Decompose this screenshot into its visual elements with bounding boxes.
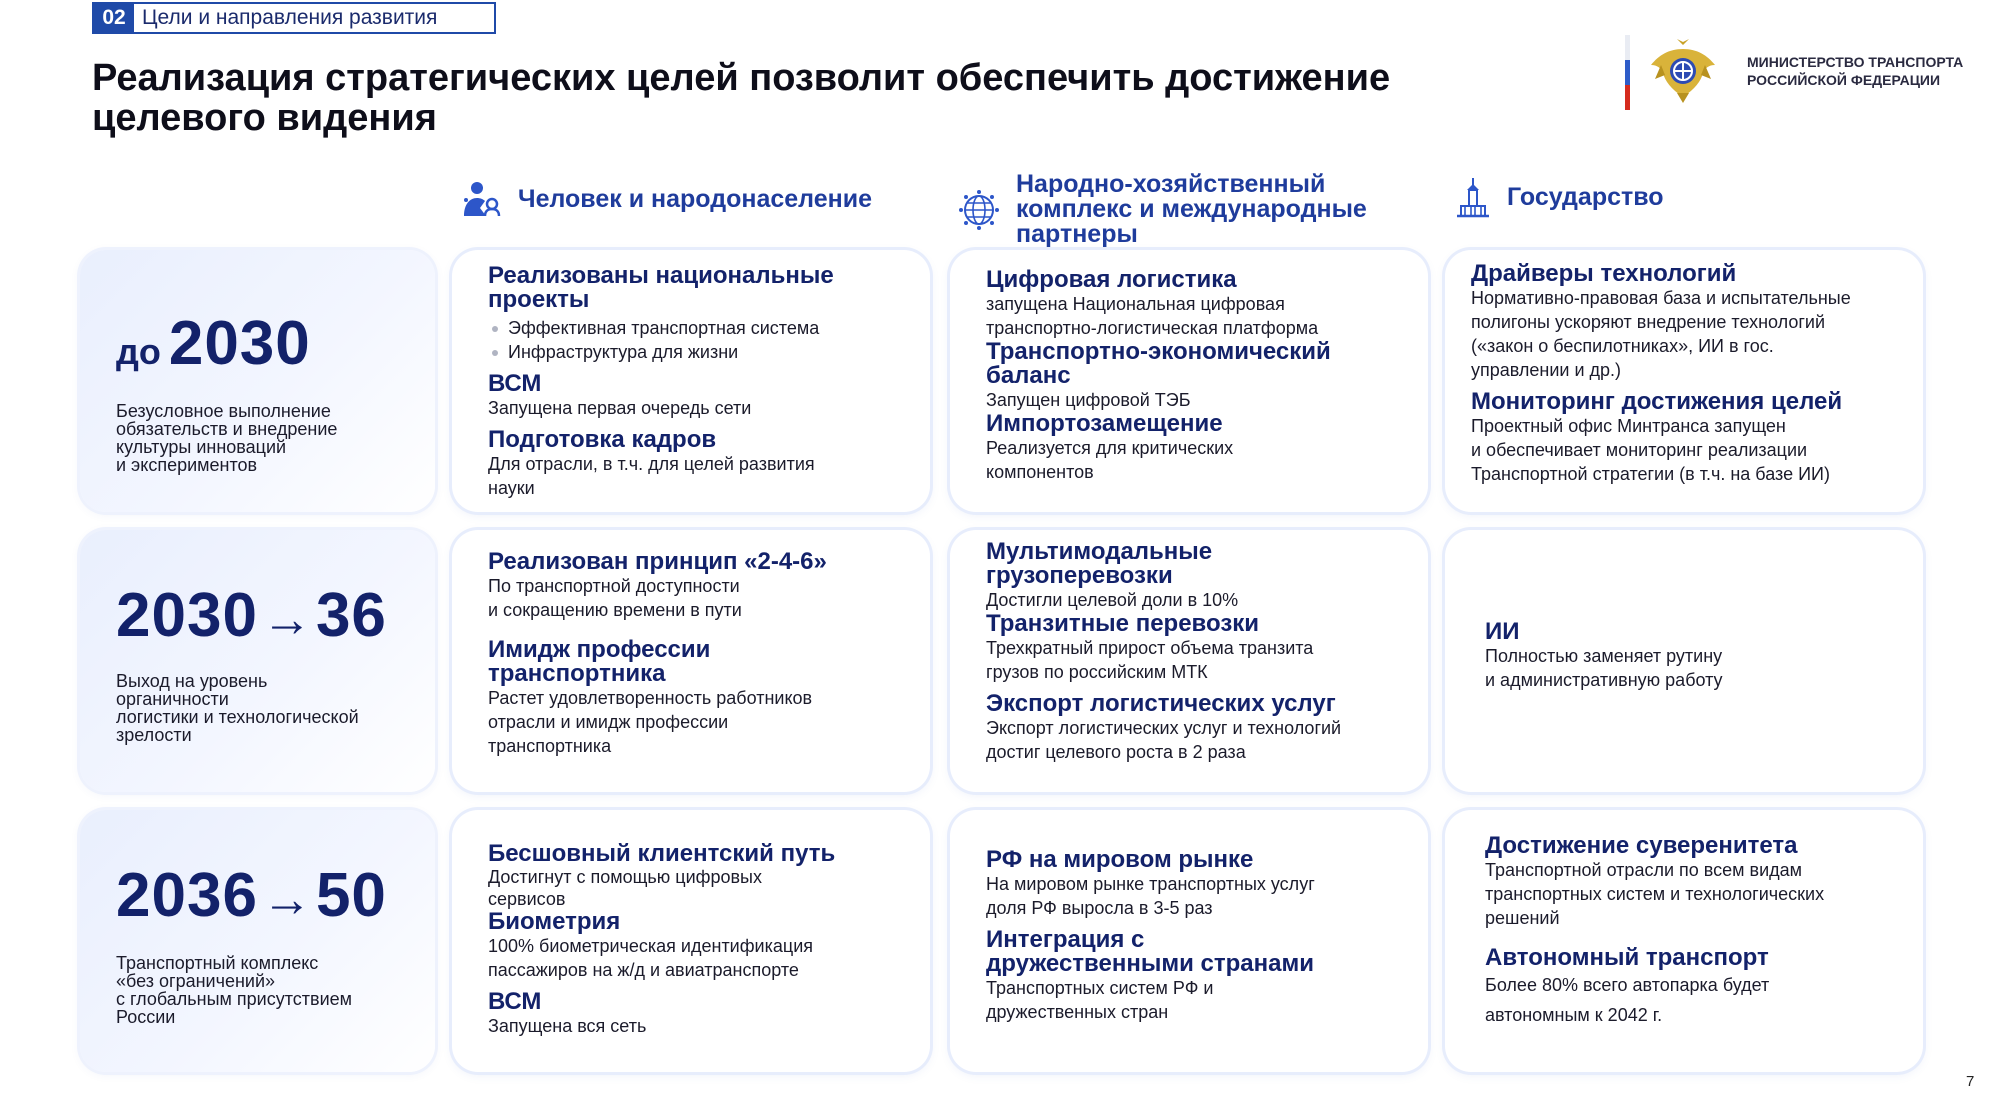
column-label: Народно-хозяйственный комплекс и международные партнеры [1016, 170, 1367, 248]
ministry-logo [1625, 35, 1985, 115]
goal-description: Нормативно-правовая база и испытательные полигоны ускоряют внедрение технологий («закон о беспилотниках», ИИ в гос. управлении и др.) [1471, 288, 1851, 380]
goal-bullet: Инфраструктура для жизни [488, 340, 910, 364]
goal-card-people-2030 [452, 250, 930, 512]
goal-description: Реализуется для критических компонентов [986, 438, 1234, 482]
russian-flag-stripe [1625, 35, 1630, 110]
goal-title: Цифровая логистика [986, 266, 1237, 293]
ministry-name: МИНИСТЕРСТВО ТРАНСПОРТА РОССИЙСКОЙ ФЕДЕРАЦИИ [1747, 54, 1964, 88]
goal-description: Достигнут с помощью цифровых сервисов [488, 867, 762, 909]
goal-title: Экспорт логистических услуг [986, 690, 1336, 717]
goal-description: Для отрасли, в т.ч. для целей развития науки [488, 454, 815, 498]
goal-card-people-2050 [452, 810, 930, 1072]
period-card-2030 [80, 250, 435, 512]
goal-title: Мониторинг достижения целей [1471, 388, 1843, 415]
period-label: до 2030 [116, 309, 311, 378]
goal-title: Мультимодальные грузоперевозки [986, 538, 1213, 589]
goal-bullet: Эффективная транспортная система [488, 316, 910, 340]
goal-title: Транспортно-экономический баланс [986, 338, 1331, 389]
period-label: 2036 → 50 [116, 861, 387, 930]
section-tag [92, 2, 496, 34]
goal-description: 100% биометрическая идентификация пассажиров на ж/д и авиатранспорте [488, 936, 813, 980]
section-number: 02 [94, 4, 134, 32]
goal-title: РФ на мировом рынке [986, 846, 1254, 873]
goal-description: запущена Национальная цифровая транспортно-логистическая платформа [986, 294, 1319, 338]
goal-title: ВСМ [488, 988, 542, 1015]
goal-description: Трехкратный прирост объема транзита грузов по российским МТК [986, 638, 1314, 682]
period-description: Транспортный комплекс «без ограничений» с глобальным присутствием России [116, 953, 353, 1027]
goal-title: Импортозамещение [986, 410, 1223, 437]
goal-description: Растет удовлетворенность работников отрасли и имидж профессии транспортника [488, 688, 813, 756]
period-description: Выход на уровень органичности логистики и технологической зрелости [116, 671, 359, 745]
column-header-people [460, 178, 872, 220]
page-number: 7 [1966, 1073, 1975, 1090]
goal-description: Проектный офис Минтранса запущен и обеспечивает мониторинг реализации Транспортной стратегии (в т.ч. на базе ИИ) [1471, 416, 1830, 484]
arrow-right-icon: → [261, 591, 312, 647]
period-card-2036-50 [80, 810, 435, 1072]
goal-description: Запущена вся сеть [488, 1016, 647, 1036]
goal-title: Имидж профессии транспортника [488, 636, 711, 687]
goal-description: Достигли целевой доли в 10% [986, 590, 1239, 610]
goal-card-state-2050 [1445, 810, 1923, 1072]
goal-description: Запущена первая очередь сети [488, 398, 752, 418]
goal-card-state-2030 [1445, 250, 1923, 512]
goal-description: По транспортной доступности и сокращению времени в пути [488, 576, 742, 620]
goal-title: Биометрия [488, 908, 621, 935]
goal-title: Драйверы технологий [1471, 260, 1737, 287]
column-label: Государство [1507, 182, 1664, 211]
goal-description: Экспорт логистических услуг и технологий достиг целевого роста в 2 раза [986, 718, 1342, 762]
period-card-2030-36 [80, 530, 435, 792]
emblem-icon [1647, 35, 1719, 107]
period-description: Безусловное выполнение обязательств и внедрение культуры инноваций и экспериментов [116, 401, 338, 475]
goal-title: Реализован принцип «2-4-6» [488, 548, 827, 575]
goal-description: Полностью заменяет рутину и административную работу [1485, 646, 1723, 690]
section-label: Цели и направления развития [142, 6, 438, 29]
goal-title: Транзитные перевозки [986, 610, 1260, 637]
arrow-right-icon: → [261, 871, 312, 927]
people-icon [460, 178, 502, 220]
goal-title: Интеграция с дружественными странами [986, 926, 1314, 977]
goal-card-economy-2030 [950, 250, 1428, 512]
period-label: 2030 → 36 [116, 581, 387, 650]
goal-card-economy-2036 [950, 530, 1428, 792]
goal-title: Реализованы национальные проекты [488, 262, 834, 313]
page-title: Реализация стратегических целей позволит обеспечить достижение целевого видения [92, 57, 1391, 139]
goal-title: ИИ [1485, 618, 1520, 645]
goal-card-economy-2050 [950, 810, 1428, 1072]
goal-description: Запущен цифровой ТЭБ [986, 390, 1191, 410]
goal-title: Подготовка кадров [488, 426, 717, 453]
goal-title: ВСМ [488, 370, 542, 397]
goal-title: Автономный транспорт [1485, 944, 1769, 971]
goal-card-state-2036 [1445, 530, 1923, 792]
column-header-state [1455, 176, 1664, 218]
goal-description: На мировом рынке транспортных услуг доля РФ выросла в 3-5 раз [986, 874, 1315, 918]
goal-card-people-2036 [452, 530, 930, 792]
goal-title: Бесшовный клиентский путь [488, 840, 836, 867]
government-icon [1455, 176, 1491, 218]
goal-description: Транспортной отрасли по всем видам транспортных систем и технологических решений [1485, 860, 1825, 928]
goal-bullet-list [488, 316, 910, 364]
goal-title: Достижение суверенитета [1485, 832, 1798, 859]
goal-description: Более 80% всего автопарка будет автономным к 2042 г. [1485, 975, 1770, 1025]
goal-description: Транспортных систем РФ и дружественных стран [986, 978, 1214, 1022]
column-label: Человек и народонаселение [518, 184, 873, 213]
globe-icon [958, 189, 1000, 231]
column-header-economy [958, 172, 1367, 247]
